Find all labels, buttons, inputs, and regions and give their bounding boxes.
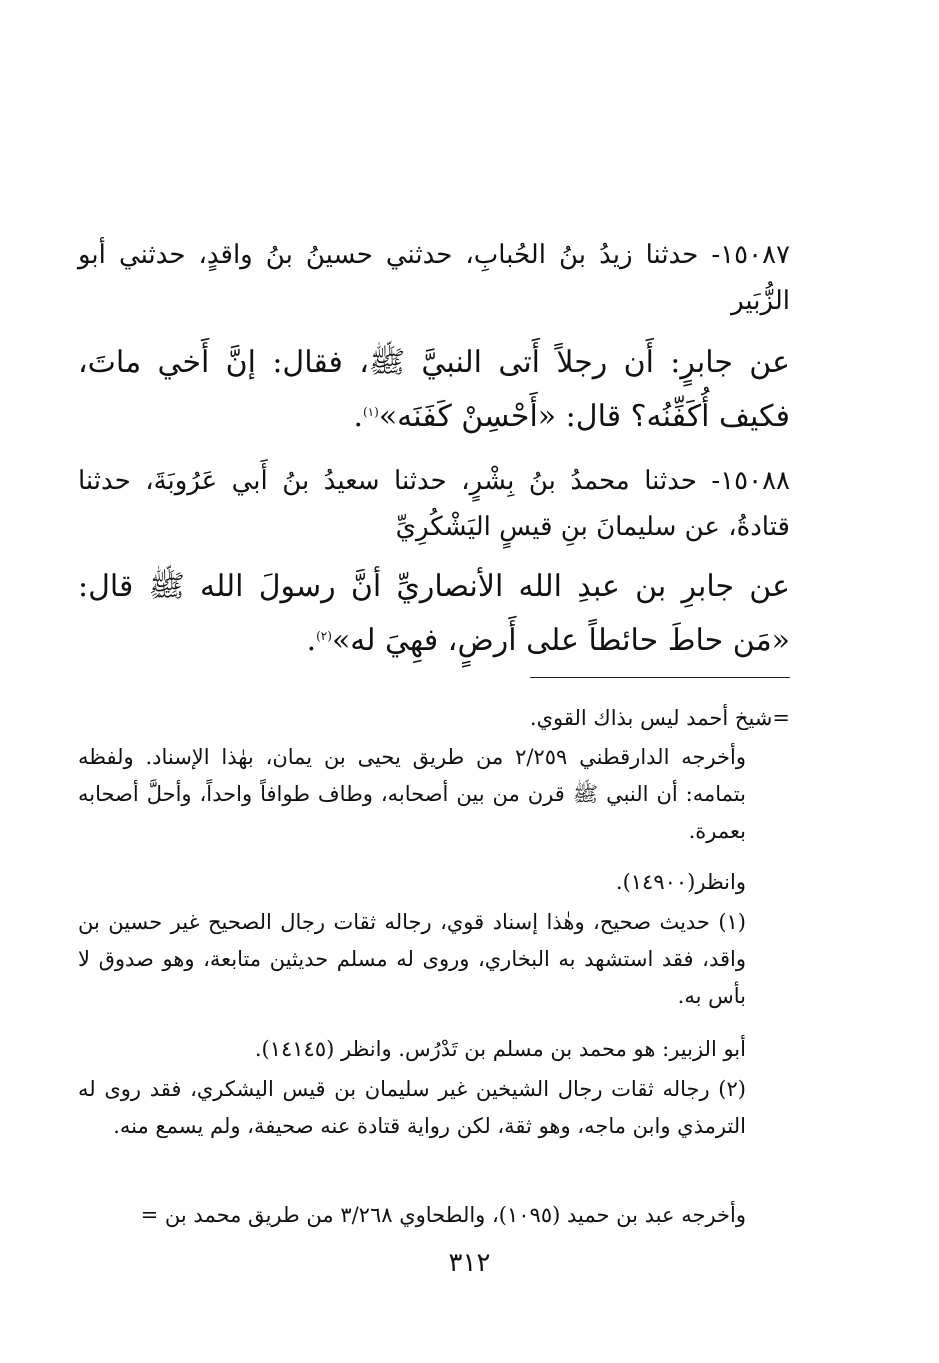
footnote-2: (٢) رجاله ثقات رجال الشيخين غير سليمان بن قيس اليشكري، فقد روى له الترمذي وابن ماجه، وهو ثقة، لكن رواية قتادة عنه صحيفة، ولم يسمع منه. [78, 1077, 746, 1138]
footnote-1: (١) حديث صحيح، وهٰذا إسناد قوي، رجاله ثقات رجال الصحيح غير حسين بن واقد، فقد استشهد به البخاري، وروى له مسلم حديثين متابعة، وهو صدوق لا بأس به. [78, 910, 746, 1008]
footnote-2-extra: وأخرجه عبد بن حميد (١٠٩٥)، والطحاوي ٣/٢٦٨ من طريق محمد بن = [140, 1203, 746, 1227]
hadith-15087-matn: عن جابرٍ: أَن رجلاً أَتى النبيَّ ﷺ، فقال: إنَّ أَخي ماتَ، فكيف أُكَفِّنُه؟ قال: «أَحْسِنْ كَفَنَه»$^{(١)}$. [78, 345, 790, 434]
hadith-15087-matn-text: عن جابرٍ: أَن رجلاً أَتى النبيَّ ﷺ، فقال: إنَّ أَخي ماتَ، فكيف أُكَفِّنُه؟ قال: «أَحْسِنْ كَفَنَه» [78, 345, 790, 434]
hadith-15088-matn-text: عن جابرِ بن عبدِ الله الأنصاريِّ أنَّ رسولَ الله ﷺ قال: «مَن حاطَ حائطاً على أَرضٍ، فهِيَ له» [78, 569, 790, 658]
footnote-ref-1: (١) [362, 405, 379, 419]
footnote-separator [530, 677, 790, 678]
hadith-15087-isnad: ١٥٠٨٧- حدثنا زيدُ بنُ الحُبابِ، حدثني حسينُ بنُ واقدٍ، حدثني أبو الزُّبَير [78, 240, 790, 316]
footnote-continuation-1: =شيخ أحمد ليس بذاك القوي. [529, 706, 790, 730]
footnote-ref-2: (٢) [316, 629, 332, 643]
hadith-15088-isnad: ١٥٠٨٨- حدثنا محمدُ بنُ بِشْرٍ، حدثنا سعيدُ بنُ أَبي عَرُوبَةَ، حدثنا قتادةُ، عن سليمانَ بنِ قيسٍ اليَشْكُرِيِّ [78, 466, 790, 542]
footnote-1-extra: أبو الزبير: هو محمد بن مسلم بن تَدْرُس. وانظر (١٤١٤٥). [254, 1037, 746, 1061]
footnote-continuation-2: وأخرجه الدارقطني ٢/٢٥٩ من طريق يحيى بن يمان، بهٰذا الإسناد. ولفظه بتمامه: أن النبي ﷺ قرن من بين أصحابه، وطاف طوافاً واحداً، وأحلَّ أصحابه بعمرة. [78, 745, 746, 843]
hadith-15088-matn: عن جابرِ بن عبدِ الله الأنصاريِّ أنَّ رسولَ الله ﷺ قال: «مَن حاطَ حائطاً على أَرضٍ، فهِيَ له»$^{(٢)}$. [78, 569, 790, 658]
footnote-continuation-3: وانظر(١٤٩٠٠). [615, 870, 746, 894]
page-number: ٣١٢ [448, 1248, 491, 1278]
